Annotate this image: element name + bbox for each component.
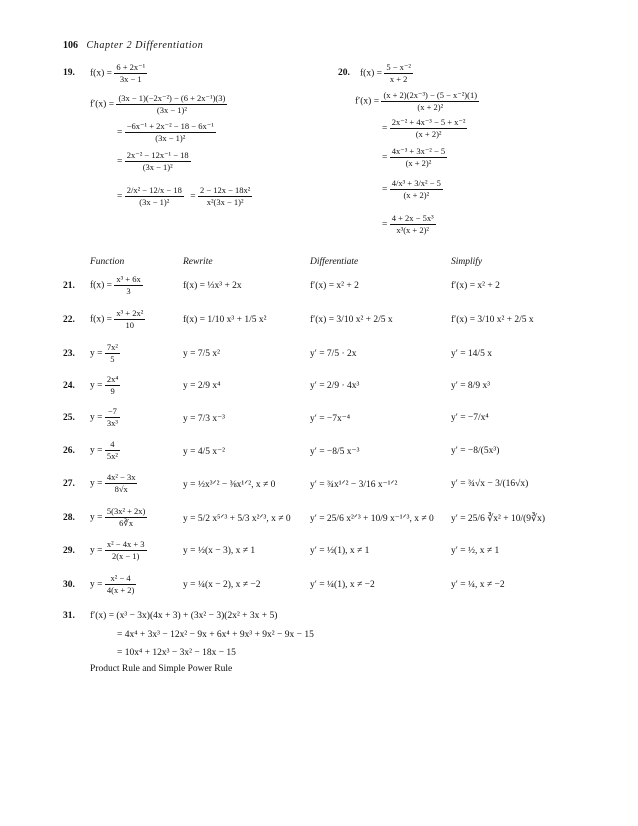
fraction: $\frac{\text{(3x − 1)(−2x⁻²) − (6 + 2x⁻¹)(3)}}{\text{(3x − 1)²}}$ (118, 93, 226, 115)
function-cell: f(x) = $\frac{\text{x³ + 6x}}{3}$ (90, 274, 141, 296)
function-cell: y = $\frac{\text{2x⁴}}{9}$ (90, 374, 119, 396)
fraction: $\frac{\text{4x⁻³ + 3x⁻² − 5}}{\text{(x + 2)²}}$ (391, 146, 446, 168)
function-cell: y = $\frac{-7}{\text{3x³}}$ (90, 406, 118, 428)
fraction: $\frac{\text{x³ + 6x}}{3}$ (116, 274, 141, 296)
simplify-cell: y′ = ¾√x − 3/(16√x) (451, 479, 529, 489)
rewrite-cell: y = 7/5 x² (183, 349, 220, 359)
function-cell: y = $\frac{\text{7x²}}{5}$ (90, 342, 118, 364)
page-number: 106 (63, 40, 78, 51)
fraction: $\frac{\text{2x⁻² + 4x⁻³ − 5 + x⁻²}}{\text{(x + 2)²}}$ (391, 117, 466, 139)
differentiate-cell: f′(x) = 3/10 x² + 2/5 x (310, 315, 393, 325)
problem-20-step-3: = $\frac{\text{4/x³ + 3/x² − 5}}{\text{(x + 2)²}}$ (382, 178, 441, 200)
problem-20-step-2: = $\frac{\text{4x⁻³ + 3x⁻² − 5}}{\text{(x + 2)²}}$ (382, 146, 446, 168)
simplify-cell: y′ = 14/5 x (451, 349, 492, 359)
differentiate-cell: y′ = 7/5 · 2x (310, 349, 357, 359)
problem-31-line-1: f′(x) = (x³ − 3x)(4x + 3) + (3x² − 3)(2x² + 3x + 5) (90, 611, 278, 621)
function-cell: y = $\frac{\text{x² − 4x + 3}}{2(x - 1)}$ (90, 539, 145, 561)
rewrite-cell: f(x) = ⅓x³ + 2x (183, 281, 242, 291)
problem-19-step-2: = $\frac{\text{2x⁻² − 12x⁻¹ − 18}}{\text{(3x − 1)²}}$ (117, 150, 189, 172)
problem-31-number: 31. (63, 611, 75, 621)
differentiate-cell: y′ = −7x⁻⁴ (310, 414, 351, 424)
simplify-cell: y′ = 8/9 x³ (451, 381, 491, 391)
differentiate-cell: f′(x) = x² + 2 (310, 281, 359, 291)
function-cell: y = $\frac{\text{4x² − 3x}}{8√x}$ (90, 472, 136, 494)
differentiate-cell: y′ = 25/6 x²ᐟ³ + 10/9 x⁻¹ᐟ³, x ≠ 0 (310, 514, 434, 524)
rewrite-cell: y = 4/5 x⁻² (183, 447, 225, 457)
row-number: 29. (63, 546, 75, 556)
differentiate-cell: y′ = 2/9 · 4x³ (310, 381, 360, 391)
problem-19-function: f(x) = $\frac{\text{6 + 2x⁻¹}}{3x - 1}$ (90, 62, 146, 84)
function-cell: y = $\frac{\text{x² − 4}}{4(x + 2)}$ (90, 573, 135, 595)
rewrite-cell: y = 7/3 x⁻³ (183, 414, 225, 424)
fraction: $\frac{\text{6 + 2x⁻¹}}{3x - 1}$ (116, 62, 146, 84)
fraction: $\frac{\text{x² − 4}}{4(x + 2)}$ (106, 573, 135, 595)
simplify-cell: y′ = −7/x⁴ (451, 413, 489, 423)
fraction: $\frac{\text{2x⁴}}{9}$ (106, 374, 119, 396)
rewrite-cell: y = 2/9 x⁴ (183, 381, 221, 391)
rewrite-cell: y = ½(x − 3), x ≠ 1 (183, 546, 256, 556)
fraction: $\frac{\text{x³ + 2x²}}{10}$ (116, 308, 144, 330)
function-cell: y = $\frac{4}{\text{5x²}}$ (90, 439, 118, 461)
column-header-simplify: Simplify (451, 257, 483, 267)
row-number: 23. (63, 349, 75, 359)
fraction: $\frac{\text{5(3x² + 2x)}}{6∛x}$ (106, 506, 146, 528)
differentiate-cell: y′ = −8/5 x⁻³ (310, 447, 360, 457)
chapter-title: Chapter 2 Differentiation (86, 40, 204, 51)
fraction: $\frac{\text{5 − x⁻²}}{x + 2}$ (386, 62, 411, 84)
row-number: 25. (63, 413, 75, 423)
problem-20-step-1: = $\frac{\text{2x⁻² + 4x⁻³ − 5 + x⁻²}}{\text{(x + 2)²}}$ (382, 117, 466, 139)
row-number: 27. (63, 479, 75, 489)
fraction: $\frac{\text{(x + 2)(2x⁻³) − (5 − x⁻²)(1)}}{\text{(x + 2)²}}$ (383, 90, 478, 112)
problem-31-footnote: Product Rule and Simple Power Rule (90, 664, 233, 674)
row-number: 22. (63, 315, 75, 325)
simplify-cell: y′ = 25/6 ∛x² + 10/(9∛x) (451, 514, 545, 524)
row-number: 30. (63, 580, 75, 590)
row-number: 21. (63, 281, 75, 291)
simplify-cell: y′ = ½, x ≠ 1 (451, 546, 500, 556)
fraction: $\frac{\text{4 + 2x − 5x³}}{\text{x³(x + 2)²}}$ (391, 213, 434, 235)
row-number: 28. (63, 513, 75, 523)
problem-20-step-4: = $\frac{\text{4 + 2x − 5x³}}{\text{x³(x + 2)²}}$ (382, 213, 434, 235)
column-header-differentiate: Differentiate (310, 257, 359, 267)
function-cell: y = $\frac{\text{5(3x² + 2x)}}{6∛x}$ (90, 506, 146, 528)
problem-19-step-1: = $\frac{\text{−6x⁻¹ + 2x⁻² − 18 − 6x⁻¹}}{\text{(3x − 1)²}}$ (117, 121, 214, 143)
problem-31-line-3: = 10x⁴ + 12x³ − 3x² − 18x − 15 (117, 648, 236, 658)
rewrite-cell: f(x) = 1/10 x³ + 1/5 x² (183, 315, 267, 325)
differentiate-cell: y′ = ½(1), x ≠ 1 (310, 546, 370, 556)
problem-19-number: 19. (63, 68, 75, 78)
problem-19-derivative: f′(x) = $\frac{\text{(3x − 1)(−2x⁻²) − (6 + 2x⁻¹)(3)}}{\text{(3x − 1)²}}$ (90, 93, 226, 115)
fraction: $\frac{\text{x² − 4x + 3}}{2(x - 1)}$ (106, 539, 145, 561)
fraction: $\frac{\text{2 − 12x − 18x²}}{\text{x²(3x − 1)²}}$ (199, 185, 251, 207)
fraction: $\frac{\text{4x² − 3x}}{8√x}$ (106, 472, 136, 494)
row-number: 24. (63, 381, 75, 391)
row-number: 26. (63, 446, 75, 456)
fraction: $\frac{\text{7x²}}{5}$ (106, 342, 118, 364)
fraction: $\frac{\text{2/x² − 12/x − 18}}{\text{(3x − 1)²}}$ (126, 185, 182, 207)
fraction: $\frac{\text{2x⁻² − 12x⁻¹ − 18}}{\text{(3x − 1)²}}$ (126, 150, 189, 172)
function-cell: f(x) = $\frac{\text{x³ + 2x²}}{10}$ (90, 308, 144, 330)
differentiate-cell: y′ = ¾x¹ᐟ² − 3/16 x⁻¹ᐟ² (310, 480, 398, 490)
problem-19-step-3: = $\frac{\text{2/x² − 12/x − 18}}{\text{(3x − 1)²}}$ = $\frac{\text{2 − 12x − 18x²}}{\text{x²(3x − 1)²}}$ (117, 185, 251, 207)
problem-20-function: f(x) = $\frac{\text{5 − x⁻²}}{x + 2}$ (360, 62, 411, 84)
page-header (63, 40, 203, 51)
fraction: $\frac{\text{4/x³ + 3/x² − 5}}{\text{(x + 2)²}}$ (391, 178, 441, 200)
simplify-cell: y′ = ¼, x ≠ −2 (451, 580, 505, 590)
rewrite-cell: y = ¼(x − 2), x ≠ −2 (183, 580, 261, 590)
rewrite-cell: y = ½x³ᐟ² − ⅜x¹ᐟ², x ≠ 0 (183, 480, 276, 490)
simplify-cell: f′(x) = x² + 2 (451, 281, 500, 291)
fraction: $\frac{\text{−6x⁻¹ + 2x⁻² − 18 − 6x⁻¹}}{\text{(3x − 1)²}}$ (126, 121, 214, 143)
rewrite-cell: y = 5/2 x⁵ᐟ³ + 5/3 x²ᐟ³, x ≠ 0 (183, 514, 291, 524)
fraction: $\frac{4}{\text{5x²}}$ (106, 439, 118, 461)
column-header-function: Function (90, 257, 125, 267)
column-header-rewrite: Rewrite (183, 257, 213, 267)
problem-20-derivative: f′(x) = $\frac{\text{(x + 2)(2x⁻³) − (5 − x⁻²)(1)}}{\text{(x + 2)²}}$ (355, 90, 478, 112)
fraction: $\frac{-7}{\text{3x³}}$ (106, 406, 118, 428)
simplify-cell: y′ = −8/(5x³) (451, 446, 500, 456)
problem-31-line-2: = 4x⁴ + 3x³ − 12x² − 9x + 6x⁴ + 9x³ + 9x² − 9x − 15 (117, 630, 314, 640)
simplify-cell: f′(x) = 3/10 x² + 2/5 x (451, 315, 534, 325)
problem-20-number: 20. (338, 68, 350, 78)
differentiate-cell: y′ = ¼(1), x ≠ −2 (310, 580, 375, 590)
